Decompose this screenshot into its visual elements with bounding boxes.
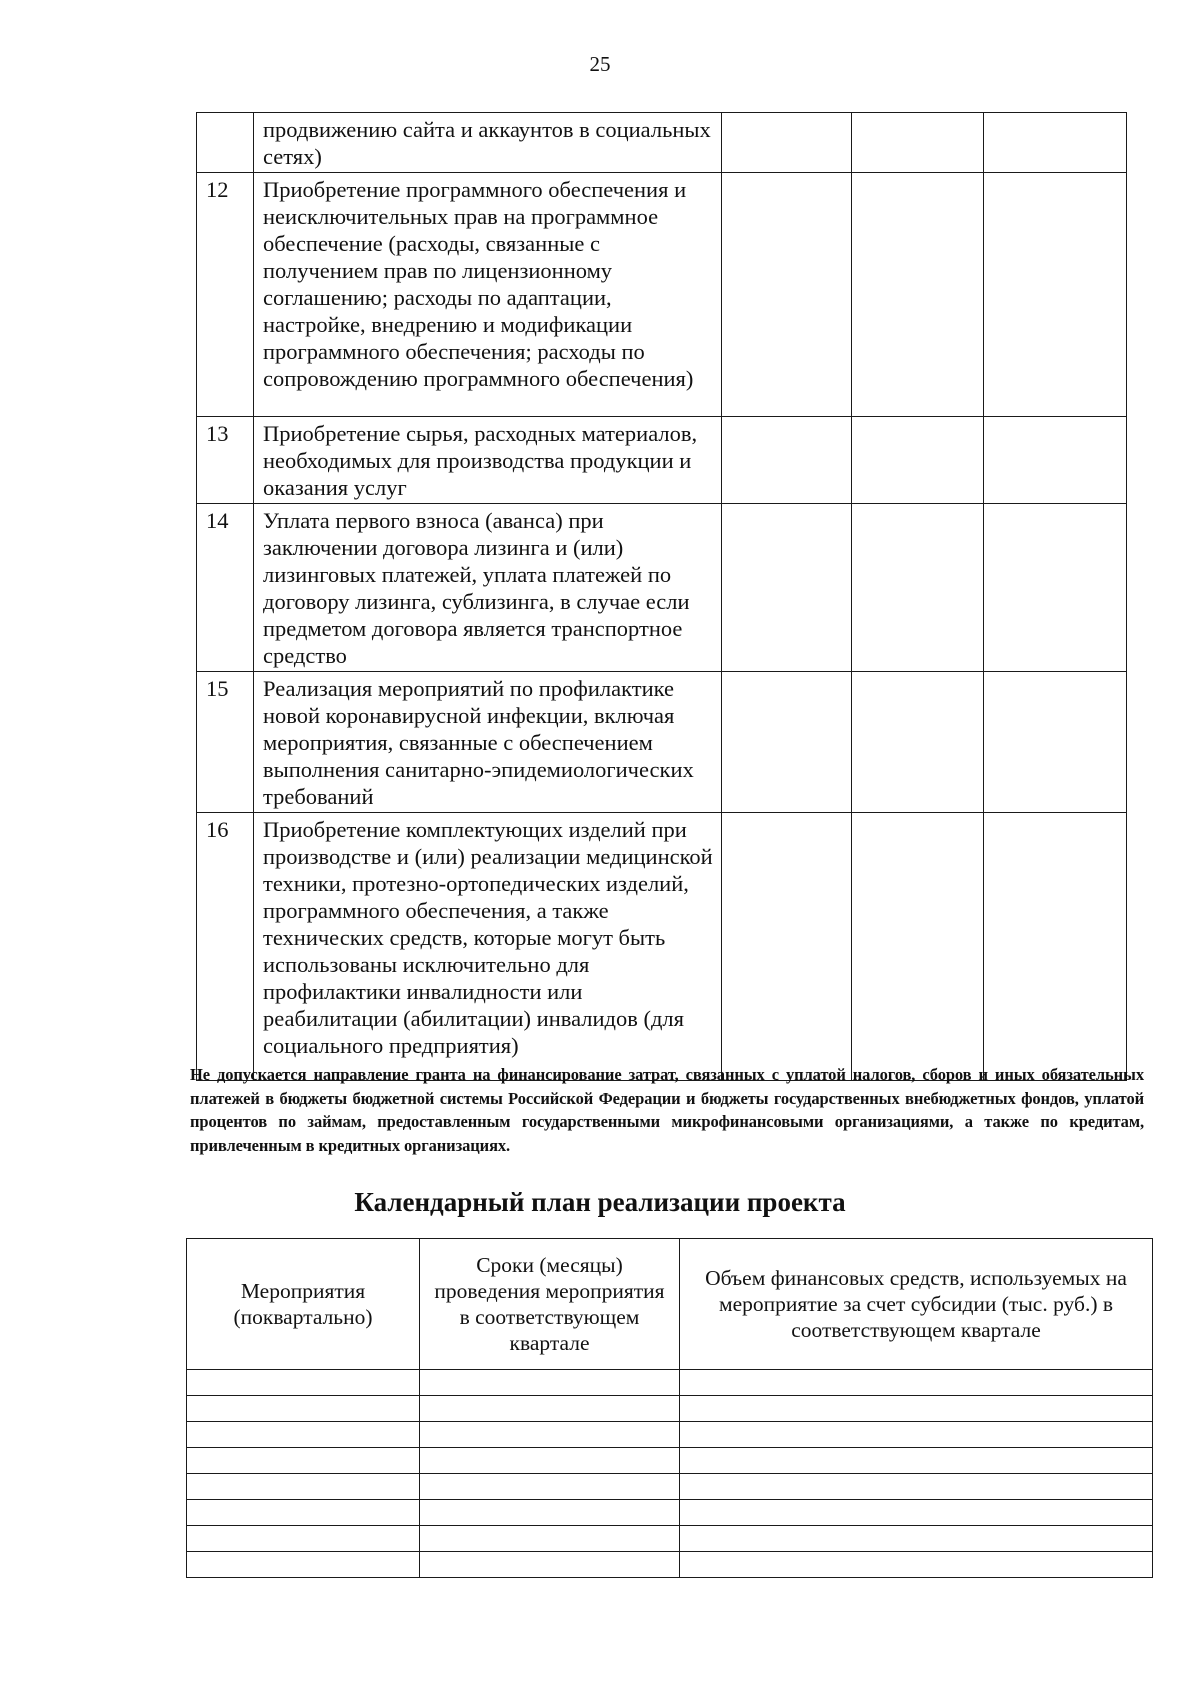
plan-row bbox=[187, 1448, 1153, 1474]
header-funding: Объем финансовых средств, используемых на мероприятие за счет субсидии (тыс. руб.) в соответствующем квартале bbox=[680, 1239, 1153, 1370]
plan-cell bbox=[187, 1422, 420, 1448]
amount-cell bbox=[984, 504, 1127, 672]
plan-cell bbox=[420, 1370, 680, 1396]
amount-cell bbox=[984, 173, 1127, 417]
plan-cell bbox=[420, 1448, 680, 1474]
cost-row bbox=[197, 672, 1127, 813]
plan-row bbox=[187, 1474, 1153, 1500]
amount-cell bbox=[984, 113, 1127, 173]
plan-cell bbox=[680, 1526, 1153, 1552]
calendar-plan-table bbox=[186, 1238, 1153, 1578]
cost-row bbox=[197, 417, 1127, 504]
grant-restriction-note: Не допускается направление гранта на финансирование затрат, связанных с уплатой налогов, сборов и иных обязательных платежей в бюджеты бюджетной системы Российской Федерации и бюджеты государственных внебюджетных фондов, уплатой процентов по займам, предоставленным государственными микрофинансовыми организациями, а также по кредитам, привлеченным в кредитных организациях. bbox=[190, 1065, 1144, 1155]
row-number: 12 bbox=[197, 173, 254, 417]
expense-description: Реализация мероприятий по профилактике новой коронавирусной инфекции, включая мероприятия, связанные с обеспечением выполнения санитарно-эпидемиологических требований bbox=[254, 672, 722, 813]
amount-cell bbox=[722, 417, 852, 504]
plan-cell bbox=[187, 1526, 420, 1552]
plan-header-row bbox=[187, 1239, 1153, 1370]
plan-cell bbox=[680, 1422, 1153, 1448]
row-number: 13 bbox=[197, 417, 254, 504]
amount-cell bbox=[984, 672, 1127, 813]
plan-cell bbox=[420, 1422, 680, 1448]
plan-row bbox=[187, 1500, 1153, 1526]
plan-title: Календарный план реализации проекта bbox=[354, 1187, 846, 1217]
plan-cell bbox=[420, 1396, 680, 1422]
amount-cell bbox=[722, 173, 852, 417]
plan-cell bbox=[187, 1500, 420, 1526]
expense-description: Уплата первого взноса (аванса) при заключении договора лизинга и (или) лизинговых платежей, уплата платежей по договору лизинга, сублизинга, в случае если предметом договора является транспортное средство bbox=[254, 504, 722, 672]
expense-description: Приобретение комплектующих изделий при производстве и (или) реализации медицинской техники, протезно-ортопедических изделий, программного обеспечения, а также технических средств, которые могут быть использованы исключительно для профилактики инвалидности или реабилитации (абилитации) инвалидов (для социального предприятия) bbox=[254, 813, 722, 1081]
plan-cell bbox=[187, 1396, 420, 1422]
expense-description: продвижению сайта и аккаунтов в социальных сетях) bbox=[254, 113, 722, 173]
plan-cell bbox=[420, 1500, 680, 1526]
amount-cell bbox=[722, 113, 852, 173]
expense-description: Приобретение сырья, расходных материалов, необходимых для производства продукции и оказания услуг bbox=[254, 417, 722, 504]
plan-cell bbox=[187, 1370, 420, 1396]
amount-cell bbox=[722, 504, 852, 672]
amount-cell bbox=[852, 504, 984, 672]
amount-cell bbox=[852, 417, 984, 504]
page-number: 25 bbox=[589, 52, 611, 76]
cost-row bbox=[197, 813, 1127, 1081]
cost-row bbox=[197, 504, 1127, 672]
row-number bbox=[197, 113, 254, 173]
plan-cell bbox=[420, 1474, 680, 1500]
header-activities: Мероприятия (поквартально) bbox=[187, 1239, 420, 1370]
plan-row bbox=[187, 1370, 1153, 1396]
plan-cell bbox=[187, 1474, 420, 1500]
plan-cell bbox=[680, 1474, 1153, 1500]
amount-cell bbox=[722, 813, 852, 1081]
plan-row bbox=[187, 1422, 1153, 1448]
plan-cell bbox=[187, 1448, 420, 1474]
plan-cell bbox=[420, 1526, 680, 1552]
row-number: 15 bbox=[197, 672, 254, 813]
amount-cell bbox=[722, 672, 852, 813]
row-number: 14 bbox=[197, 504, 254, 672]
amount-cell bbox=[852, 173, 984, 417]
amount-cell bbox=[852, 672, 984, 813]
cost-row bbox=[197, 173, 1127, 417]
amount-cell bbox=[984, 417, 1127, 504]
header-timing: Сроки (месяцы) проведения мероприятия в соответствующем квартале bbox=[420, 1239, 680, 1370]
plan-cell bbox=[680, 1500, 1153, 1526]
plan-cell bbox=[680, 1370, 1153, 1396]
plan-row bbox=[187, 1526, 1153, 1552]
cost-table bbox=[196, 112, 1127, 1081]
plan-cell bbox=[680, 1552, 1153, 1578]
cost-row bbox=[197, 113, 1127, 173]
plan-row bbox=[187, 1396, 1153, 1422]
amount-cell bbox=[984, 813, 1127, 1081]
amount-cell bbox=[852, 813, 984, 1081]
plan-cell bbox=[420, 1552, 680, 1578]
expense-description: Приобретение программного обеспечения и неисключительных прав на программное обеспечение (расходы, связанные с получением прав по лицензионному соглашению; расходы по адаптации, настройке, внедрению и модификации программного обеспечения; расходы по сопровождению программного обеспечения) bbox=[254, 173, 722, 417]
amount-cell bbox=[852, 113, 984, 173]
row-number: 16 bbox=[197, 813, 254, 1081]
plan-cell bbox=[680, 1396, 1153, 1422]
plan-cell bbox=[680, 1448, 1153, 1474]
plan-row bbox=[187, 1552, 1153, 1578]
plan-cell bbox=[187, 1552, 420, 1578]
